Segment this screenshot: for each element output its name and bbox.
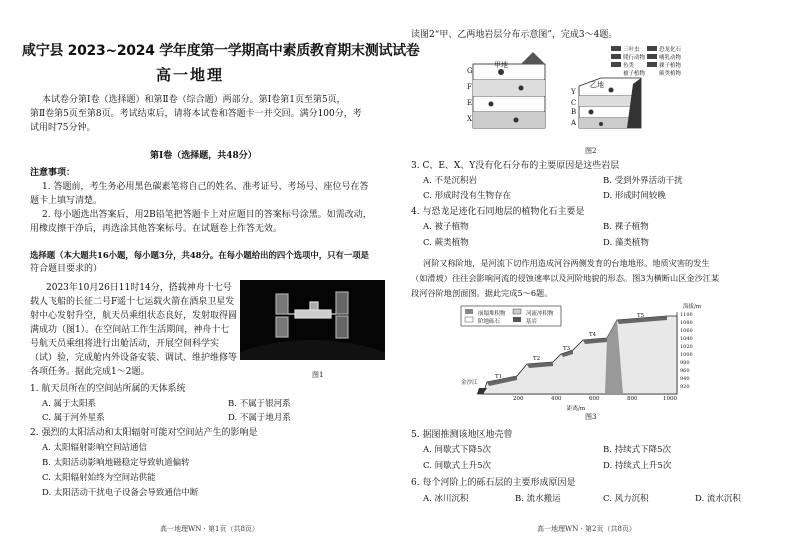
fig2-layer-g: G (467, 67, 473, 75)
q3-option-c: C. 形成时没有生物存在 (423, 191, 512, 201)
intro-line-3: 试用时75分钟。 (30, 123, 96, 133)
fig2-layer-b: B (571, 108, 577, 116)
fig2-legend-1: 三叶虫 (623, 47, 640, 53)
exam-subject: 高一地理 (156, 66, 225, 84)
notice-title: 注意事项： (30, 168, 76, 178)
q6-option-d: D. 流水沉积 (695, 494, 741, 504)
q1-option-c: C. 属于河外星系 (42, 413, 105, 423)
q5-option-b: B. 持续式下降5次 (603, 445, 672, 455)
exam-title: 咸宁县 2023~2024 学年度第一学期高中素质教育期末测试试卷 (22, 43, 420, 59)
mc-instructions-2: 符合题目要求的） (30, 264, 103, 274)
fig2-legend-4: 哺乳动物 (659, 55, 682, 61)
fig2-layer-a: A (571, 119, 577, 127)
q4-option-b: B. 裸子植物 (603, 222, 649, 232)
intro-line-1: 本试卷分第Ⅰ卷（选择题）和第Ⅱ卷（综合题）两部分。第Ⅰ卷第1页至第5页， (42, 95, 346, 105)
fig3-river-label: 金沙江 (461, 380, 478, 386)
figure-1-space-station (240, 280, 385, 360)
fig3-terrace-t5: T5 (637, 313, 645, 319)
question-2: 2. 强烈的太阳活动和太阳辐射可能对空间站产生的影响是 (30, 428, 258, 438)
fig3-legend-3: 阶地砾石 (478, 319, 501, 325)
q1-option-d: D. 不属于地月系 (228, 413, 291, 423)
fig3-xtick-400: 400 (551, 396, 562, 402)
q4-option-a: A. 被子植物 (423, 222, 469, 232)
q4-option-c: C. 蕨类植物 (423, 238, 469, 248)
figure-3-caption: 图3 (585, 413, 597, 421)
fig3-ytick-920: 920 (680, 384, 690, 390)
mc-instructions-text: 选择题（本大题共16小题，每小题3分，共48分。在每小题给出的四个选项中，只有一项是 (30, 250, 370, 260)
fig3-ytick-940: 940 (680, 376, 690, 382)
fig3-ytick-1100: 1100 (680, 312, 693, 318)
fig3-legend-4: 基岩 (526, 319, 538, 325)
passage-line-7: 各项任务。据此完成1～2题。 (30, 367, 150, 377)
q3-option-d: D. 形成时间较晚 (603, 191, 666, 201)
q2-option-a: A. 太阳辐射影响空间站通信 (42, 443, 148, 453)
fig3-ytick-1060: 1060 (680, 328, 693, 334)
fig2-label-jia: 甲地 (494, 61, 508, 69)
fig3-ytick-1000: 1000 (680, 352, 693, 358)
notice-line-1: 1. 答题前，考生务必用黑色碳素笔将自己的姓名、准考证号、考场号、座位号在答 (42, 182, 369, 192)
fig2-legend-3: 爬行动物 (623, 55, 646, 61)
q4-option-d: D. 藻类植物 (603, 238, 649, 248)
fig3-xtick-600: 600 (589, 396, 600, 402)
fig3-x-label: 距离/m (567, 406, 586, 412)
question-5: 5. 据图推测该地区地壳曾 (411, 430, 513, 440)
q1-option-a: A. 属于太阳系 (42, 399, 97, 409)
question-6: 6. 每个河阶上的砾石层的主要形成原因是 (411, 478, 576, 488)
q5-option-a: A. 间歇式下降5次 (423, 445, 491, 455)
fig3-xtick-200: 200 (513, 396, 524, 402)
passage2-line-2: （如滑坡）往往会影响河流的侵蚀速率以及河阶地貌的形态。图3为横断山区金沙江某 (411, 273, 720, 283)
fig2-legend-7: 被子植物 (623, 71, 646, 77)
fig2-layer-f: F (467, 83, 472, 91)
figure-2-caption: 图2 (585, 147, 597, 155)
fig3-ytick-960: 960 (680, 368, 690, 374)
fig2-legend-6: 裸子植物 (659, 63, 682, 69)
passage-line-4: 满成功（图1）。在空间站工作生活期间，神舟十七 (30, 325, 230, 335)
notice-line-4: 用橡皮擦干净后，再选涂其他答案标号。在试题卷上作答无效。 (30, 224, 283, 234)
passage-line-1: 2023年10月26日11时14分，搭载神舟十七号 (46, 283, 232, 293)
q2-option-d: D. 太阳活动干扰电子设备会导致通信中断 (42, 488, 199, 498)
fig3-ytick-1040: 1040 (680, 336, 693, 342)
intro-line-2: 第Ⅱ卷第5页至第8页。考试结束后，请将本试卷和答题卡一并交回。满分100分，考 (30, 109, 362, 119)
fig3-terrace-t3: T3 (563, 346, 571, 352)
q3-option-b: B. 受到外界活动干扰 (603, 176, 683, 186)
notice-line-3: 2. 每小题选出答案后，用2B铅笔把答题卡上对应题目的答案标号涂黑。如需改动， (42, 210, 372, 220)
fig3-xtick-1000: 1000 (663, 396, 677, 402)
fig2-legend-2: 恐龙化石 (659, 47, 682, 53)
fig3-terrace-t4: T4 (589, 332, 597, 338)
mc-instructions-1 (30, 250, 369, 261)
fig2-layer-y: Y (571, 88, 576, 96)
q6-option-a: A. 冰川沉积 (423, 494, 469, 504)
fig2-legend-8: 蕨类植物 (659, 71, 682, 77)
q2-option-c: C. 太阳辐射始终为空间站供能 (42, 473, 156, 483)
q6-option-b: B. 流水搬运 (515, 494, 561, 504)
question-3: 3. C、E、X、Y没有化石分布的主要原因是这些岩层 (411, 161, 620, 171)
fig3-ytick-980: 980 (680, 360, 690, 366)
notice-line-2: 题卡上填写清楚。 (30, 196, 103, 206)
fig2-legend-5: 鱼类 (623, 63, 635, 69)
fig3-terrace-t1: T1 (495, 374, 503, 380)
q3-option-a: A. 不是沉积岩 (423, 176, 478, 186)
q5-option-c: C. 间歇式上升5次 (423, 461, 492, 471)
fig3-xtick-800: 800 (627, 396, 638, 402)
fig3-terrace-t2: T2 (533, 356, 541, 362)
passage2-line-1: 河阶又称阶地，是河流下切作用造成河谷两侧发育的台地地形。地质灾害的发生 (423, 258, 710, 268)
passage-line-6: （试）验，完成舱内外设备安装、调试、维护维修等 (30, 353, 238, 363)
question-1: 1. 航天员所在的空间站所属的天体系统 (30, 384, 186, 394)
fig3-y-label: 海拔/m (683, 304, 702, 310)
section-heading: 第Ⅰ卷（选择题，共48分） (150, 151, 257, 161)
fig3-legend-2: 河流冲积物 (526, 311, 554, 317)
q2-option-b: B. 太阳活动影响地磁稳定导致轨道偏转 (42, 458, 190, 468)
fig3-ytick-1020: 1020 (680, 344, 693, 350)
passage-line-3: 射中心发射升空，航天员乘组状态良好，发射取得圆 (30, 311, 238, 321)
fig2-layer-e: E (467, 99, 473, 107)
fig3-legend-1: 崩塌堆积物 (478, 311, 506, 317)
figure-1-caption: 图1 (312, 371, 324, 379)
page-footer-left: 高一地理WN · 第1页（共8页） (160, 525, 259, 533)
question-4: 4. 与恐龙足迹化石同地层的植物化石主要是 (411, 207, 585, 217)
page-footer-right: 高一地理WN · 第2页（共8页） (537, 525, 636, 533)
fig2-intro: 读图2“甲、乙两地岩层分布示意图”，完成3～4题。 (411, 30, 618, 40)
q5-option-d: D. 持续式上升5次 (603, 461, 672, 471)
passage-line-5: 号航天员乘组将进行出舱活动，开展空间科学实 (30, 339, 220, 349)
fig2-layer-x: X (467, 115, 472, 123)
passage2-line-3: 段河谷阶地剖面图。据此完成5～6题。 (411, 288, 553, 298)
fig3-ytick-1080: 1080 (680, 320, 693, 326)
q6-option-c: C. 风力沉积 (603, 494, 649, 504)
fig2-layer-c: C (571, 99, 577, 107)
fig2-label-yi: 乙地 (590, 81, 604, 89)
passage-line-2: 载人飞船的长征二号F遥十七运载火箭在酒泉卫星发 (30, 297, 235, 307)
right-page (397, 0, 794, 546)
q1-option-b: B. 不属于银河系 (228, 399, 291, 409)
